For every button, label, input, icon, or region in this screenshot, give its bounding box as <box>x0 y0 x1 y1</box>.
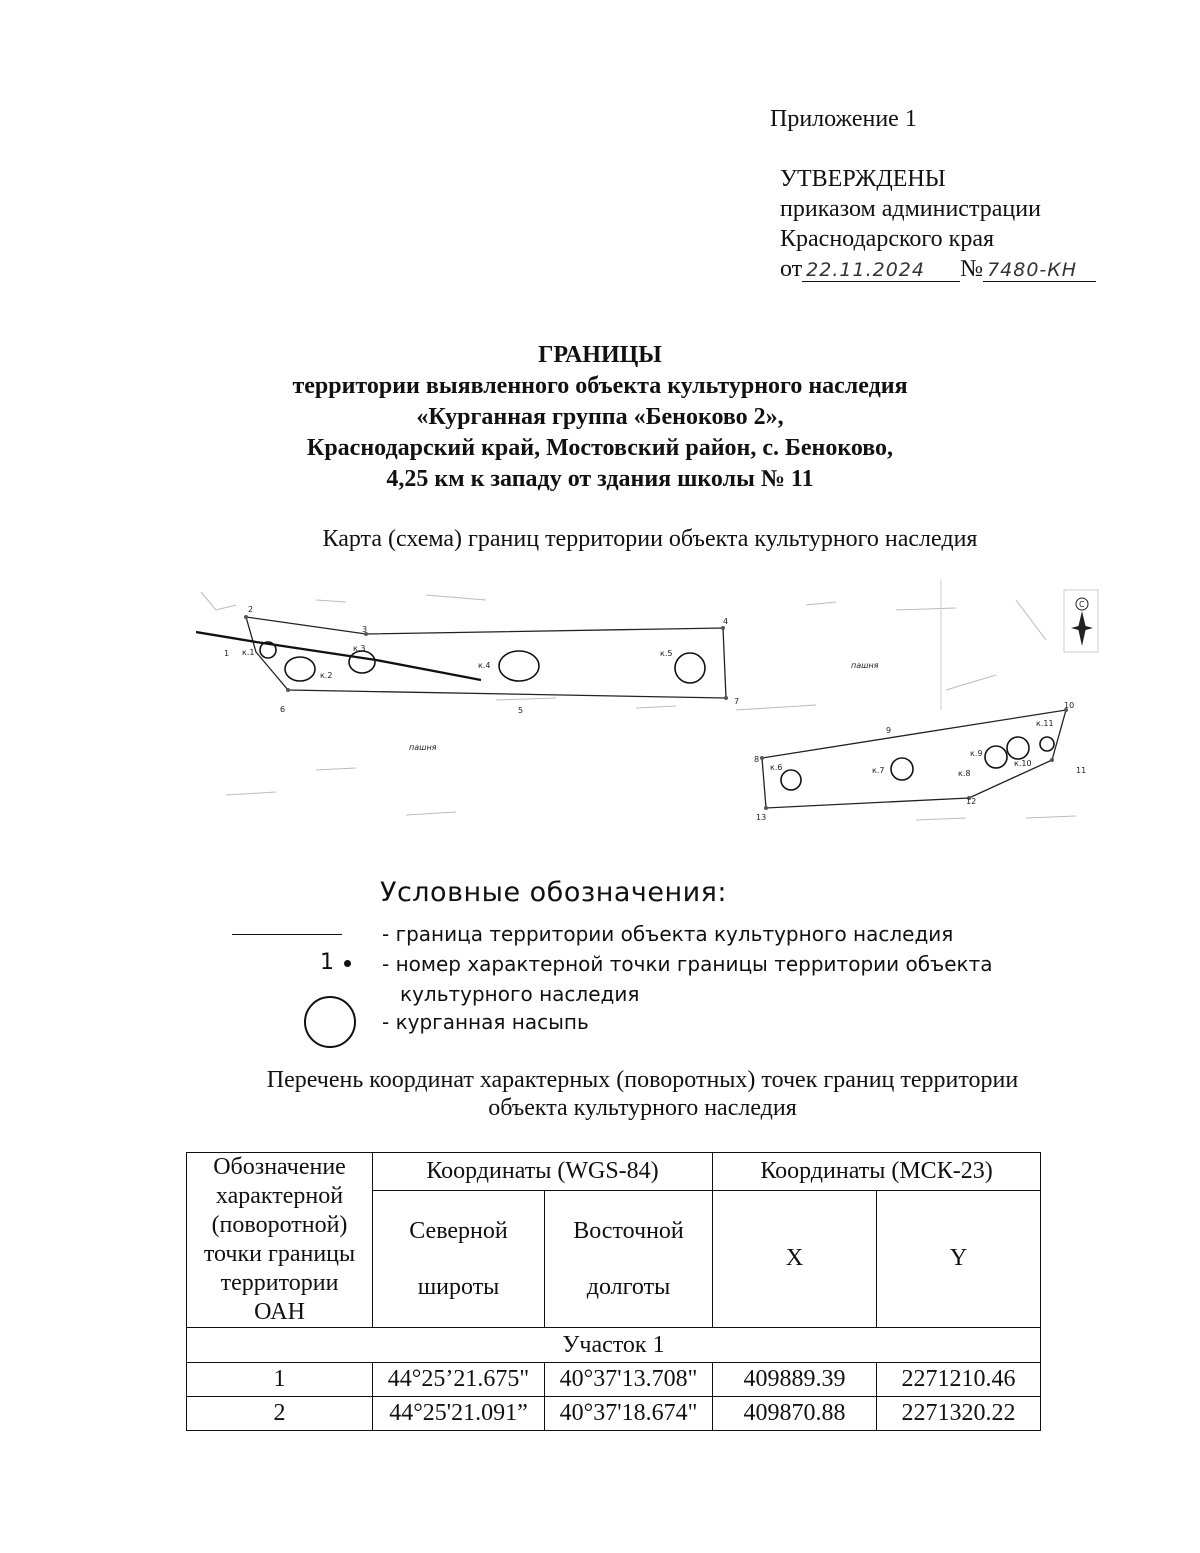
title-line-3: «Курганная группа «Беноково 2», <box>416 404 784 430</box>
title-line-5: 4,25 км к западу от здания школы № 11 <box>386 466 814 492</box>
cell-point: 1 <box>187 1363 373 1397</box>
approval-from-prefix: от <box>780 256 803 282</box>
title-line-1: ГРАНИЦЫ <box>538 342 662 368</box>
mound-6 <box>781 770 801 790</box>
legend-point-text-1: - номер характерной точки границы территории объекта <box>382 952 993 976</box>
point-marker-13 <box>764 806 768 810</box>
legend-mound-text: - курганная насыпь <box>382 1010 589 1034</box>
point-number-11: 11 <box>1076 766 1087 775</box>
point-marker-3 <box>721 626 725 630</box>
point-number-6: 6 <box>280 705 286 714</box>
point-marker-1 <box>244 615 248 619</box>
cell-latitude: 44°25’21.675" <box>373 1363 545 1397</box>
approval-date: 22.11.2024 <box>802 259 960 282</box>
mound-2 <box>285 657 315 681</box>
road-line <box>196 632 481 680</box>
mound-label-5: к.5 <box>660 649 673 658</box>
approval-date-line <box>780 254 1096 284</box>
table-row <box>187 1363 1041 1397</box>
section-row: Участок 1 <box>187 1328 1041 1363</box>
coordinates-caption-line-1: Перечень координат характерных (поворотных) точек границ территории <box>266 1067 1019 1093</box>
boundary-map <box>196 580 1101 830</box>
point-dot-icon <box>344 960 351 967</box>
approval-block <box>780 164 1096 284</box>
mound-3 <box>349 651 375 673</box>
map-background-marks <box>201 592 1076 820</box>
point-number-9: 9 <box>886 726 892 735</box>
boundary-polygon-1 <box>246 617 729 698</box>
point-marker-5 <box>286 688 290 692</box>
legend-title: Условные обозначения: <box>380 877 727 908</box>
cell-x: 409889.39 <box>713 1363 877 1397</box>
legend-point-sample-number: 1 <box>320 950 334 975</box>
appendix-label: Приложение 1 <box>770 106 917 132</box>
title-line-2: территории выявленного объекта культурного наследия <box>292 373 908 399</box>
point-number-1: 1 <box>224 649 230 658</box>
header-point-designation: Обозначение характерной (поворотной) точки границы территории ОАН <box>187 1153 373 1328</box>
header-wgs84: Координаты (WGS-84) <box>373 1153 713 1191</box>
point-number-10: 10 <box>1064 701 1075 710</box>
header-y: Y <box>877 1190 1041 1327</box>
point-number-13: 13 <box>756 813 767 822</box>
mound-circle-icon <box>304 996 356 1048</box>
header-msk23: Координаты (МСК-23) <box>713 1153 1041 1191</box>
point-number-4: 4 <box>723 617 729 626</box>
mound-label-4: к.4 <box>478 661 491 670</box>
header-longitude: Восточной долготы <box>545 1190 713 1327</box>
field-label-south: пашня <box>409 743 437 752</box>
approval-number: 7480-КН <box>983 259 1096 282</box>
header-x: X <box>713 1190 877 1327</box>
mound-4 <box>499 651 539 681</box>
point-number-7: 7 <box>734 697 740 706</box>
north-arrow-icon <box>1064 590 1098 652</box>
cell-y: 2271210.46 <box>877 1363 1041 1397</box>
title-line-4: Краснодарский край, Мостовский район, с. Беноково, <box>306 435 894 461</box>
point-number-3: 3 <box>362 625 368 634</box>
approval-line-3: Краснодарского края <box>780 226 995 252</box>
mound-label-8: к.8 <box>958 769 971 778</box>
approval-line-2: приказом администрации <box>780 196 1041 222</box>
mound-11 <box>1040 737 1054 751</box>
legend-boundary-line-sample <box>232 934 342 935</box>
mound-label-6: к.6 <box>770 763 783 772</box>
coordinates-table <box>186 1152 1041 1431</box>
document-title <box>0 340 1200 495</box>
mound-label-1: к.1 <box>242 648 255 657</box>
coordinates-caption-line-2: объекта культурного наследия <box>488 1095 797 1121</box>
cell-longitude: 40°37'18.674" <box>545 1397 713 1431</box>
cell-x: 409870.88 <box>713 1397 877 1431</box>
approval-number-prefix: № <box>960 256 984 282</box>
table-row <box>187 1397 1041 1431</box>
mound-label-9: к.9 <box>970 749 983 758</box>
cell-point: 2 <box>187 1397 373 1431</box>
point-marker-4 <box>724 696 728 700</box>
point-number-5: 5 <box>518 706 524 715</box>
north-letter: С <box>1079 600 1085 609</box>
header-latitude: Северной широты <box>373 1190 545 1327</box>
legend-point-text-2: культурного наследия <box>400 982 640 1006</box>
point-marker-8 <box>760 756 764 760</box>
mound-7 <box>891 758 913 780</box>
point-number-2: 2 <box>248 605 254 614</box>
mound-5 <box>675 653 705 683</box>
point-marker-11 <box>1050 758 1054 762</box>
cell-y: 2271320.22 <box>877 1397 1041 1431</box>
mound-label-3: к.3 <box>353 644 366 653</box>
legend-point-sample <box>320 950 351 975</box>
mound-label-10: к.10 <box>1014 759 1032 768</box>
mound-label-7: к.7 <box>872 766 885 775</box>
cell-longitude: 40°37'13.708" <box>545 1363 713 1397</box>
map-caption: Карта (схема) границ территории объекта культурного наследия <box>322 526 978 552</box>
mound-10 <box>1007 737 1029 759</box>
legend-boundary-text: - граница территории объекта культурного наследия <box>382 922 954 946</box>
point-number-8: 8 <box>754 755 760 764</box>
cell-latitude: 44°25'21.091” <box>373 1397 545 1431</box>
approval-line-1: УТВЕРЖДЕНЫ <box>780 166 946 192</box>
mound-label-11: к.11 <box>1036 719 1054 728</box>
field-label-north: пашня <box>851 661 879 670</box>
mound-9 <box>985 746 1007 768</box>
coordinates-caption <box>0 1066 1200 1122</box>
point-number-12: 12 <box>966 797 977 806</box>
mound-label-2: к.2 <box>320 671 333 680</box>
